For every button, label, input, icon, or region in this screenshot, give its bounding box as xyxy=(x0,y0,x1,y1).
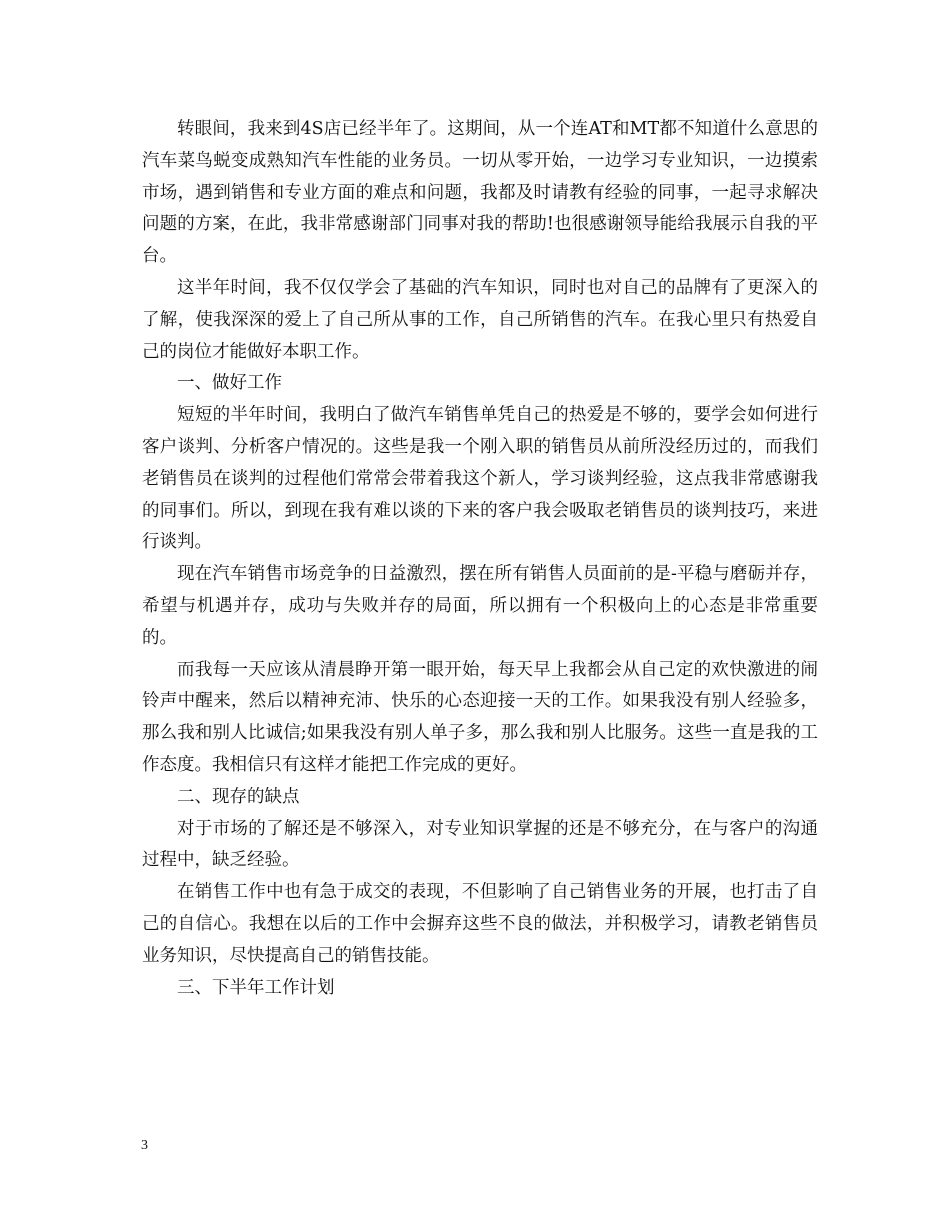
page-number: 3 xyxy=(141,1138,148,1153)
section-heading-do-work-well: 一、做好工作 xyxy=(177,373,282,394)
document-body xyxy=(142,114,818,1004)
paragraph-market-competition: 现在汽车销售市场竞争的日益激烈，摆在所有销售人员面前的是-平稳与磨砺并存，希望与机遇并存，成功与失败并存的局面，所以拥有一个积极向上的心态是非常重要的。 xyxy=(142,564,818,648)
paragraph-half-year: 这半年时间，我不仅仅学会了基础的汽车知识，同时也对自己的品牌有了更深入的了解，使我深深的爱上了自己所从事的工作，自己所销售的汽车。在我心里只有热爱自己的岗位才能做好本职工作。 xyxy=(142,277,818,362)
paragraph-daily-attitude: 而我每一天应该从清晨睁开第一眼开始，每天早上我都会从自己定的欢快激进的闹铃声中醒来，然后以精神充沛、快乐的心态迎接一天的工作。如果我没有别人经验多，那么我和别人比诚信;如果我没有别人单子多，那么我和别人比服务。这些一直是我的工作态度。我相信只有这样才能把工作完成的更好。 xyxy=(142,659,818,775)
paragraph-market-understanding: 对于市场的了解还是不够深入，对专业知识掌握的还是不够充分，在与客户的沟通过程中，缺乏经验。 xyxy=(142,818,818,871)
section-heading-next-half-plan: 三、下半年工作计划 xyxy=(177,977,335,998)
paragraph-intro: 转眼间，我来到4S店已经半年了。这期间，从一个连AT和MT都不知道什么意思的汽车菜鸟蜕变成熟知汽车性能的业务员。一切从零开始，一边学习专业知识，一边摸索市场，遇到销售和专业方面的难点和问题，我都及时请教有经验的同事，一起寻求解决问题的方案，在此，我非常感谢部门同事对我的帮助!也很感谢领导能给我展示自我的平台。 xyxy=(142,119,818,267)
paragraph-negotiation: 短短的半年时间，我明白了做汽车销售单凭自己的热爱是不够的，要学会如何进行客户谈判、分析客户情况的。这些是我一个刚入职的销售员从前所没经历过的，而我们老销售员在谈判的过程他们常常会带着我这个新人，学习谈判经验，这点我非常感谢我的同事们。所以，到现在我有难以谈的下来的客户我会吸取老销售员的谈判技巧，来进行谈判。 xyxy=(142,405,818,553)
section-heading-shortcomings: 二、现存的缺点 xyxy=(177,786,300,807)
paragraph-rushing-deals: 在销售工作中也有急于成交的表现，不但影响了自己销售业务的开展，也打击了自己的自信心。我想在以后的工作中会摒弃这些不良的做法，并积极学习，请教老销售员业务知识，尽快提高自己的销售技能。 xyxy=(142,882,818,966)
